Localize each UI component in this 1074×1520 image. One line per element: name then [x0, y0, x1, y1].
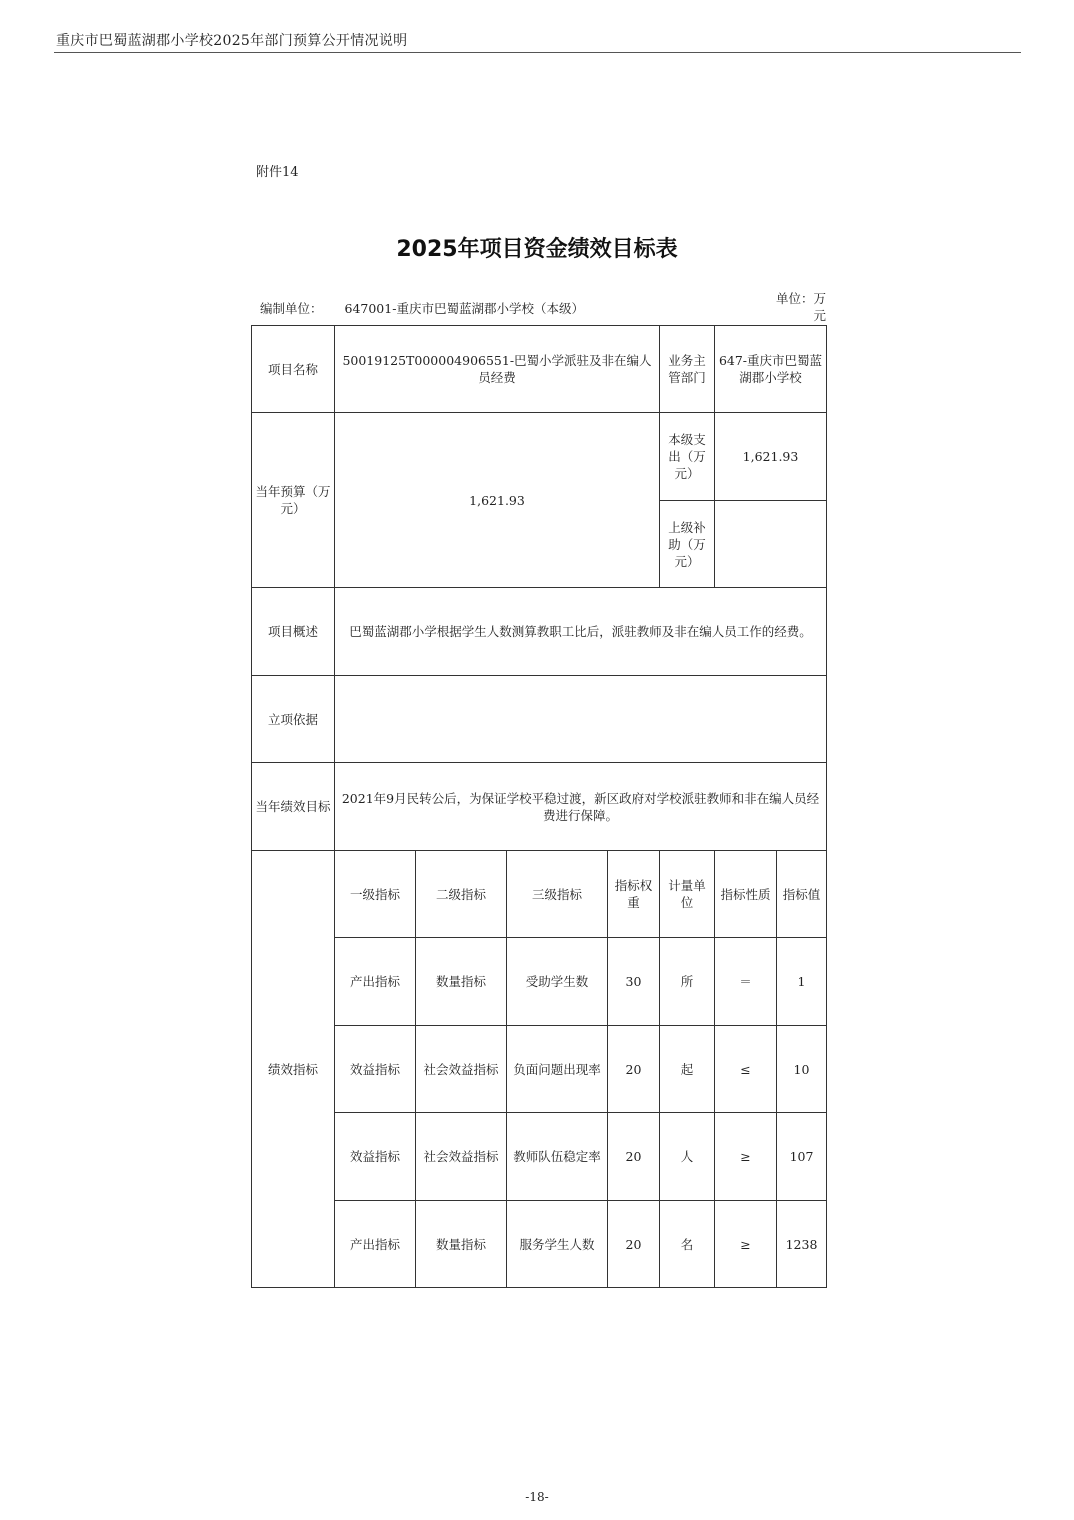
indicator-level3: 负面问题出现率 [507, 1026, 608, 1113]
header-weight: 指标权重 [608, 851, 660, 938]
indicator-unit: 名 [660, 1201, 715, 1288]
indicator-value: 10 [777, 1026, 827, 1113]
indicator-value: 1 [777, 938, 827, 1026]
budget-value: 1,621.93 [335, 413, 660, 588]
indicator-nature: ＝ [715, 938, 777, 1026]
indicator-value: 107 [777, 1113, 827, 1201]
indicator-level2: 社会效益指标 [416, 1113, 507, 1201]
indicator-unit: 起 [660, 1026, 715, 1113]
indicator-level2: 数量指标 [416, 1201, 507, 1288]
summary-value: 巴蜀蓝湖郡小学根据学生人数测算教职工比后，派驻教师及非在编人员工作的经费。 [335, 588, 827, 676]
indicator-nature: ≤ [715, 1026, 777, 1113]
header-value: 指标值 [777, 851, 827, 938]
indicator-level2: 数量指标 [416, 938, 507, 1026]
attachment-label: 附件14 [256, 165, 299, 180]
indicators-label: 绩效指标 [252, 851, 335, 1288]
header-nature: 指标性质 [715, 851, 777, 938]
indicator-weight: 20 [608, 1113, 660, 1201]
header-level2: 二级指标 [416, 851, 507, 938]
indicator-unit: 人 [660, 1113, 715, 1201]
indicator-level3: 教师队伍稳定率 [507, 1113, 608, 1201]
indicator-level2: 社会效益指标 [416, 1026, 507, 1113]
budget-label: 当年预算（万元） [252, 413, 335, 588]
indicator-row [252, 1026, 827, 1113]
upper-subsidy-label: 上级补助（万元） [660, 501, 715, 588]
project-name-label: 项目名称 [252, 326, 335, 413]
indicator-level1: 产出指标 [335, 1201, 416, 1288]
local-expense-label: 本级支出（万元） [660, 413, 715, 501]
goal-value: 2021年9月民转公后，为保证学校平稳过渡，新区政府对学校派驻教师和非在编人员经费进行保障。 [335, 763, 827, 851]
indicator-level1: 效益指标 [335, 1113, 416, 1201]
indicator-weight: 30 [608, 938, 660, 1026]
header-level1: 一级指标 [335, 851, 416, 938]
compiling-unit-value: 647001-重庆市巴蜀蓝湖郡小学校（本级） [344, 301, 584, 316]
project-name-value: 50019125T000004906551-巴蜀小学派驻及非在编人员经费 [335, 326, 660, 413]
indicator-row [252, 1113, 827, 1201]
indicator-level3: 服务学生人数 [507, 1201, 608, 1288]
indicator-unit: 所 [660, 938, 715, 1026]
compiling-unit [260, 299, 584, 317]
indicator-level1: 产出指标 [335, 938, 416, 1026]
header-unit: 计量单位 [660, 851, 715, 938]
basis-label: 立项依据 [252, 676, 335, 763]
indicator-level1: 效益指标 [335, 1026, 416, 1113]
dept-label: 业务主管部门 [660, 326, 715, 413]
page-title: 2025年项目资金绩效目标表 [396, 237, 678, 262]
document-header: 重庆市巴蜀蓝湖郡小学校2025年部门预算公开情况说明 [56, 33, 408, 49]
dept-value: 647-重庆市巴蜀蓝湖郡小学校 [715, 326, 827, 413]
indicator-row [252, 938, 827, 1026]
currency-unit: 单位：万元 [775, 291, 826, 323]
header-level3: 三级指标 [507, 851, 608, 938]
indicator-weight: 20 [608, 1026, 660, 1113]
basis-value [335, 676, 827, 763]
indicator-nature: ≥ [715, 1201, 777, 1288]
upper-subsidy-value [715, 501, 827, 588]
header-divider [54, 52, 1021, 53]
local-expense-value: 1,621.93 [715, 413, 827, 501]
goal-label: 当年绩效目标 [252, 763, 335, 851]
page-number: -18- [525, 1490, 549, 1504]
indicator-nature: ≥ [715, 1113, 777, 1201]
indicator-level3: 受助学生数 [507, 938, 608, 1026]
indicator-value: 1238 [777, 1201, 827, 1288]
performance-target-table [251, 325, 827, 1288]
compiling-unit-label: 编制单位： [260, 301, 323, 316]
summary-label: 项目概述 [252, 588, 335, 676]
indicator-row [252, 1201, 827, 1288]
indicator-weight: 20 [608, 1201, 660, 1288]
